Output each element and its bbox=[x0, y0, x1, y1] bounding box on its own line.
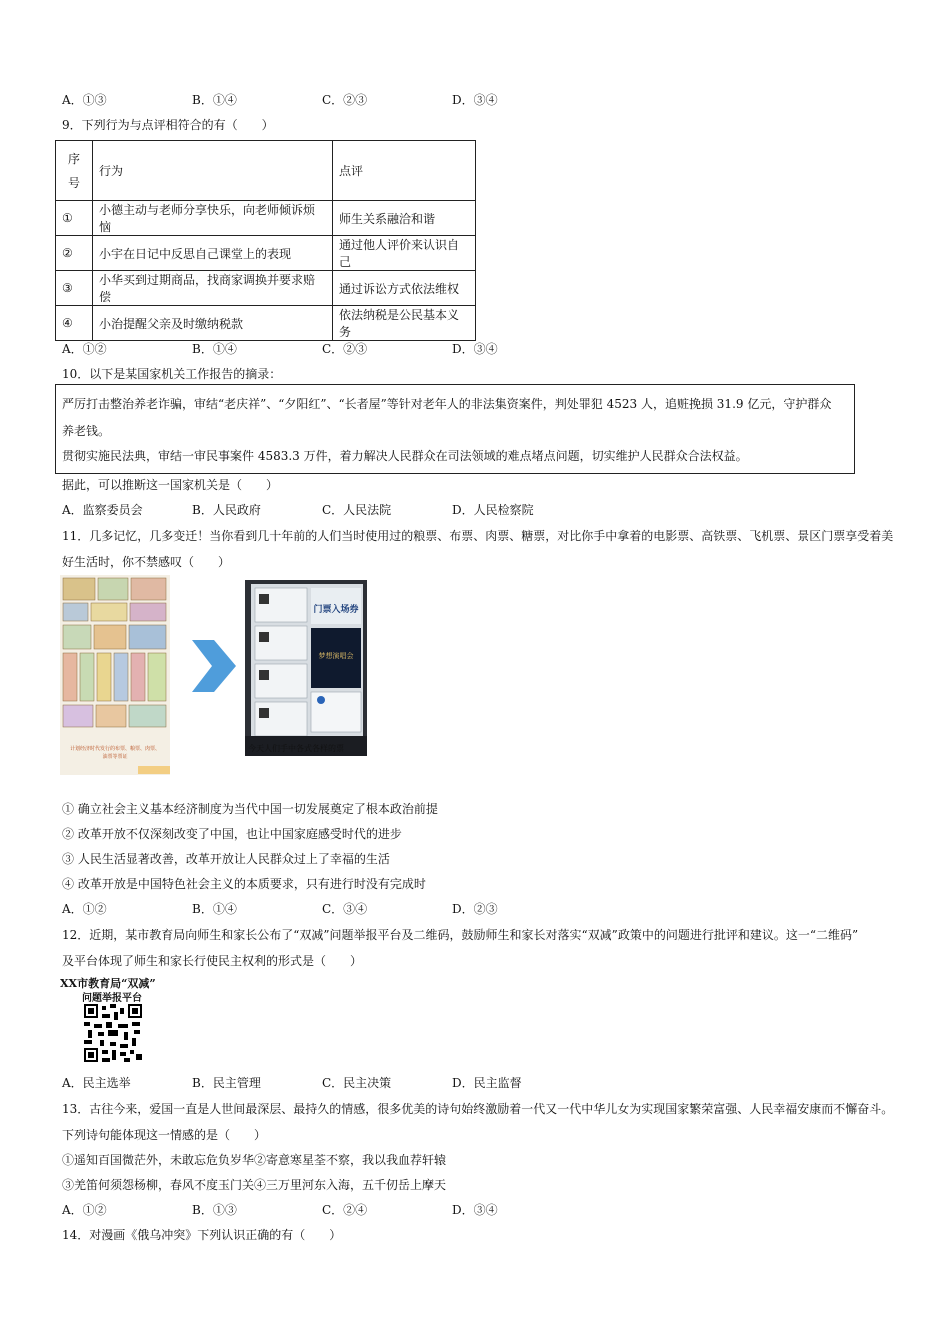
qr-code-panel bbox=[60, 975, 175, 1065]
qr-title: XX市教育局“双减” bbox=[60, 977, 156, 990]
q11-option-c[interactable]: C．③④ bbox=[322, 902, 368, 916]
q9-option-a[interactable]: A．①② bbox=[62, 342, 107, 356]
q11-option-a[interactable]: A．①② bbox=[62, 902, 107, 916]
q9-option-b[interactable]: B．①④ bbox=[192, 342, 237, 356]
q9-row-no: ③ bbox=[56, 271, 93, 306]
q10-options bbox=[62, 501, 662, 519]
q9-table bbox=[55, 140, 476, 341]
q12-option-a[interactable]: A．民主选举 bbox=[62, 1076, 131, 1090]
table-row bbox=[56, 236, 476, 271]
q10-option-b[interactable]: B．人民政府 bbox=[192, 503, 261, 517]
q8-option-a[interactable]: A．①③ bbox=[62, 93, 107, 107]
q11-question: 11．几多记忆，几多变迁！当你看到几十年前的人们当时使用过的粮票、布票、肉票、糖票，对比你手中拿着的电影票、高铁票、飞机票、景区门票享受着美 bbox=[62, 529, 894, 543]
modern-tickets-caption: 今天人们手中各式各样的票 bbox=[248, 744, 344, 753]
q12-option-c[interactable]: C．民主决策 bbox=[322, 1076, 392, 1090]
q13-option-c[interactable]: C．②④ bbox=[322, 1203, 368, 1217]
table-row bbox=[56, 271, 476, 306]
q9-row-comment: 依法纳税是公民基本义务 bbox=[333, 306, 476, 341]
q11-option-b[interactable]: B．①④ bbox=[192, 902, 237, 916]
ticket-entry-label: 门票入场券 bbox=[313, 605, 359, 615]
q9-row-comment: 通过他人评价来认识自己 bbox=[333, 236, 476, 271]
q9-header-action: 行为 bbox=[93, 141, 333, 201]
q10-option-d[interactable]: D．人民检察院 bbox=[452, 503, 534, 517]
q8-option-d[interactable]: D．③④ bbox=[452, 93, 498, 107]
q8-option-b[interactable]: B．①④ bbox=[192, 93, 237, 107]
q11-statement: ① 确立社会主义基本经济制度为当代中国一切发展奠定了根本政治前提 bbox=[62, 802, 438, 816]
q13-options bbox=[62, 1201, 662, 1219]
q13-option-a[interactable]: A．①② bbox=[62, 1203, 107, 1217]
q8-option-c[interactable]: C．②③ bbox=[322, 93, 368, 107]
q12-option-b[interactable]: B．民主管理 bbox=[192, 1076, 261, 1090]
q9-row-comment: 师生关系融洽和谐 bbox=[333, 201, 476, 236]
q9-option-d[interactable]: D．③④ bbox=[452, 342, 498, 356]
q9-options bbox=[62, 340, 662, 358]
q13-statements: ③羌笛何须怨杨柳，春风不度玉门关④三万里河东入海，五千仞岳上摩天 bbox=[62, 1178, 447, 1192]
q10-inference: 据此，可以推断这一国家机关是（ ） bbox=[62, 478, 279, 492]
q11-options bbox=[62, 900, 662, 918]
q10-excerpt-line: 严厉打击整治养老诈骗，审结“老庆祥”、“夕阳红”、“长者屋”等针对老年人的非法集资案件，判处罪犯 4523 人，追赃挽损 31.9 亿元，守护群众 bbox=[62, 397, 832, 411]
q10-excerpt-line: 养老钱。 bbox=[62, 424, 111, 438]
q13-option-b[interactable]: B．①③ bbox=[192, 1203, 237, 1217]
qr-code-icon[interactable] bbox=[84, 1004, 142, 1062]
q13-question-cont: 下列诗句能体现这一情感的是（ ） bbox=[62, 1128, 267, 1142]
q9-header-no: 序 号 bbox=[56, 141, 93, 201]
q9-question: 9．下列行为与点评相符合的有（ ） bbox=[62, 118, 274, 132]
q11-option-d[interactable]: D．②③ bbox=[452, 902, 498, 916]
q9-row-comment: 通过诉讼方式依法维权 bbox=[333, 271, 476, 306]
q10-option-a[interactable]: A．监察委员会 bbox=[62, 503, 143, 517]
table-row bbox=[56, 306, 476, 341]
q12-options bbox=[62, 1074, 662, 1092]
q11-statement: ② 改革开放不仅深刻改变了中国，也让中国家庭感受时代的进步 bbox=[62, 827, 402, 841]
q10-question: 10．以下是某国家机关工作报告的摘录： bbox=[62, 367, 282, 381]
q8-options bbox=[62, 91, 662, 109]
q11-statement: ④ 改革开放是中国特色社会主义的本质要求，只有进行时没有完成时 bbox=[62, 877, 426, 891]
qr-subtitle: 问题举报平台 bbox=[82, 993, 142, 1004]
q9-row-no: ② bbox=[56, 236, 93, 271]
q13-question: 13．古往今来，爱国一直是人世间最深层、最持久的情感，很多优美的诗句始终激励着一代又一代中华儿女为实现国家繁荣富强、人民幸福安康而不懈奋斗。 bbox=[62, 1102, 894, 1116]
table-row bbox=[56, 201, 476, 236]
q11-statement: ③ 人民生活显著改善，改革开放让人民群众过上了幸福的生活 bbox=[62, 852, 390, 866]
q12-question-cont: 及平台体现了师生和家长行使民主权利的形式是（ ） bbox=[62, 954, 363, 968]
ration-coupons-caption-cont: 油票等票证 bbox=[102, 754, 128, 760]
q9-row-no: ④ bbox=[56, 306, 93, 341]
modern-tickets-image bbox=[245, 580, 367, 756]
q9-row-no: ① bbox=[56, 201, 93, 236]
q10-excerpt-box bbox=[55, 384, 855, 474]
q9-header-comment: 点评 bbox=[333, 141, 476, 201]
right-arrow-icon bbox=[192, 640, 236, 692]
ration-coupons-image bbox=[60, 575, 170, 775]
q10-option-c[interactable]: C．人民法院 bbox=[322, 503, 392, 517]
q9-row-action: 小德主动与老师分享快乐，向老师倾诉烦恼 bbox=[93, 201, 333, 236]
q9-row-action: 小宇在日记中反思自己课堂上的表现 bbox=[93, 236, 333, 271]
q9-option-c[interactable]: C．②③ bbox=[322, 342, 368, 356]
q14-question: 14．对漫画《俄乌冲突》下列认识正确的有（ ） bbox=[62, 1228, 342, 1242]
q9-row-action: 小治提醒父亲及时缴纳税款 bbox=[93, 306, 333, 341]
q12-question: 12．近期，某市教育局向师生和家长公布了“双减”问题举报平台及二维码，鼓励师生和家长对落实“双减”政策中的问题进行批评和建议。这一“二维码” bbox=[62, 928, 859, 942]
q13-statements: ①遥知百国微茫外，未敢忘危负岁华②寄意寒星荃不察，我以我血荐轩辕 bbox=[62, 1153, 447, 1167]
q13-option-d[interactable]: D．③④ bbox=[452, 1203, 498, 1217]
concert-ticket-label: 梦想演唱会 bbox=[318, 652, 354, 660]
q10-excerpt-line: 贯彻实施民法典，审结一审民事案件 4583.3 万件，着力解决人民群众在司法领域的难点堵点问题，切实维护人民群众合法权益。 bbox=[62, 449, 748, 463]
ration-coupons-caption: 计划经济时代发行的布票、粮票、肉票、 bbox=[69, 746, 161, 752]
q11-question-cont: 好生活时，你不禁感叹（ ） bbox=[62, 555, 231, 569]
q12-option-d[interactable]: D．民主监督 bbox=[452, 1076, 522, 1090]
q9-row-action: 小华买到过期商品，找商家调换并要求赔偿 bbox=[93, 271, 333, 306]
